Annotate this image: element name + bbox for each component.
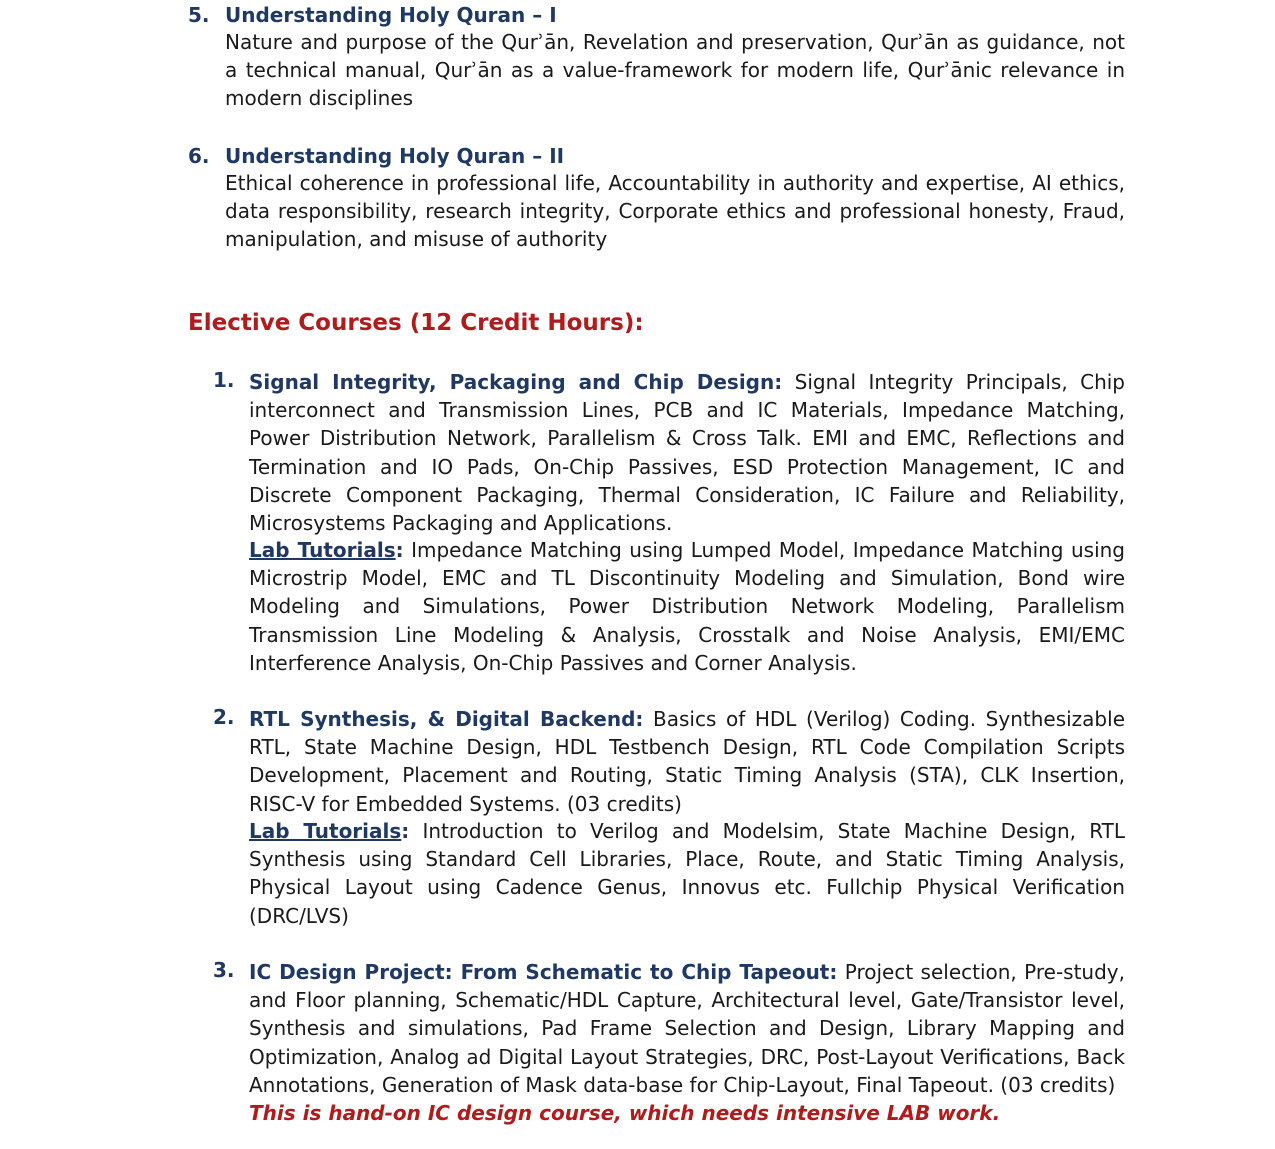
course-title: Signal Integrity, Packaging and Chip Design xyxy=(249,370,775,394)
section-heading: Elective Courses (12 Credit Hours): xyxy=(188,310,644,336)
course-title: RTL Synthesis, & Digital Backend: xyxy=(249,707,644,731)
course-title: IC Design Project: From Schematic to Chip Tapeout: xyxy=(249,960,838,984)
lab-colon: : xyxy=(395,538,404,562)
lab-tutorials-label: Lab Tutorials xyxy=(249,819,402,843)
lab-tutorials-1 xyxy=(249,536,1125,677)
course-title: Understanding Holy Quran – I xyxy=(225,3,557,27)
course-title: Understanding Holy Quran – II xyxy=(225,144,565,168)
lab-tutorials-2 xyxy=(249,817,1125,930)
lab-tutorials-text: Introduction to Verilog and Modelsim, State Machine Design, RTL Synthesis using Standard Cell Libraries, Place, Route, and Static Timing Analysis, Physical Layout using Cadence Genus, Innovus etc. Fullchip Physical Verification (DRC/LVS) xyxy=(249,819,1125,928)
list-number: 2. xyxy=(213,705,235,729)
elective-course-3 xyxy=(249,958,1125,1127)
list-number: 1. xyxy=(213,368,235,392)
course-description: Ethical coherence in professional life, Accountability in authority and expertise, AI ethics, data responsibility, research integrity, Corporate ethics and professional honesty, Fraud, manipulation, and misuse of authority xyxy=(225,171,1125,252)
elective-course-2 xyxy=(249,705,1125,818)
list-number: 6. xyxy=(188,144,210,168)
list-number: 3. xyxy=(213,958,235,982)
course-description: Basics of HDL (Verilog) Coding. Synthesizable RTL, State Machine Design, HDL Testbench Design, RTL Code Compilation Scripts Development, Placement and Routing, Static Timing Analysis (STA), CLK Insertion, RISC-V for Embedded Systems. (03 credits) xyxy=(249,707,1125,816)
course-description: Nature and purpose of the Qurʾān, Revelation and preservation, Qurʾān as guidance, not a technical manual, Qurʾān as a value-framework for modern life, Qurʾānic relevance in modern disciplines xyxy=(225,30,1125,111)
course-description: Signal Integrity Principals, Chip interconnect and Transmission Lines, PCB and IC Materials, Impedance Matching, Power Distribution Network, Parallelism & Cross Talk. EMI and EMC, Reflections and Termination and IO Pads, On-Chip Passives, ESD Protection Management, IC and Discrete Component Packaging, Thermal Consideration, IC Failure and Reliability, Microsystems Packaging and Applications. xyxy=(249,370,1125,536)
list-number: 5. xyxy=(188,3,210,27)
course-note: This is hand-on IC design course, which needs intensive LAB work. xyxy=(249,1101,1001,1126)
lab-colon: : xyxy=(401,819,410,843)
elective-course-1 xyxy=(249,368,1125,537)
lab-tutorials-label: Lab Tutorials xyxy=(249,538,396,562)
title-colon: : xyxy=(774,370,783,394)
course-description: Project selection, Pre-study, and Floor planning, Schematic/HDL Capture, Architectural level, Gate/Transistor level, Synthesis and simulations, Pad Frame Selection and Design, Library Mapping and Optimization, Analog ad Digital Layout Strategies, DRC, Post-Layout Verifications, Back Annotations, Generation of Mask data-base for Chip-Layout, Final Tapeout. (03 credits) xyxy=(249,960,1125,1097)
lab-tutorials-text: Impedance Matching using Lumped Model, Impedance Matching using Microstrip Model, EMC and TL Discontinuity Modeling and Simulation, Bond wire Modeling and Simulations, Power Distribution Network Modeling, Parallelism Transmission Line Modeling & Analysis, Crosstalk and Noise Analysis, EMI/EMC Interference Analysis, On-Chip Passives and Corner Analysis. xyxy=(249,538,1125,675)
